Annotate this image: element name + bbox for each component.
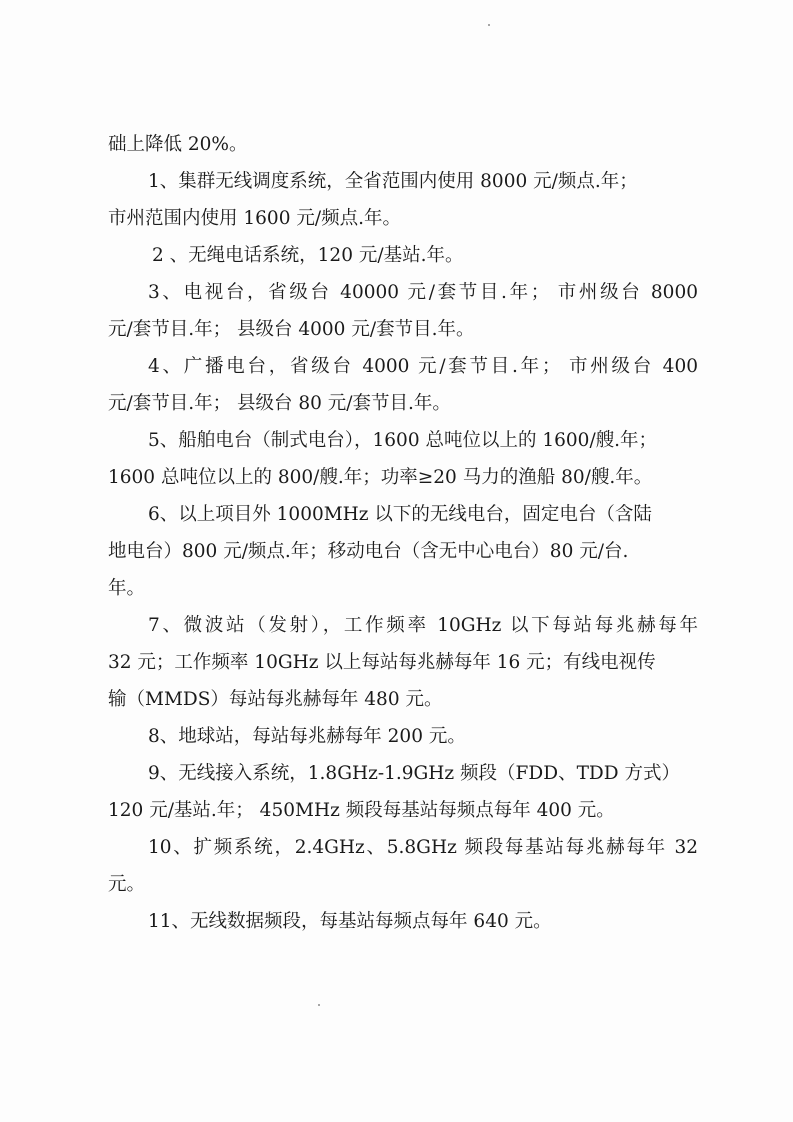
text-line: 11、无线数据频段，每基站每频点每年 640 元。: [148, 911, 552, 932]
text-line: 4、广播电台，省级台 4000 元/套节目.年； 市州级台 400: [148, 356, 698, 377]
text-line: 元。: [108, 874, 146, 895]
text-line: 元/套节目.年； 县级台 4000 元/套节目.年。: [108, 319, 475, 340]
text-line: 3、电视台，省级台 40000 元/套节目.年； 市州级台 8000: [148, 282, 698, 303]
text-line: 120 元/基站.年； 450MHz 频段每基站每频点每年 400 元。: [108, 800, 615, 821]
document-body: [108, 126, 698, 940]
scan-speck: [488, 24, 490, 26]
text-line: 1、集群无线调度系统，全省范围内使用 8000 元/频点.年；: [148, 171, 638, 192]
text-line: 10、扩频系统，2.4GHz、5.8GHz 频段每基站每兆赫每年 32: [148, 837, 698, 858]
text-line: 年。: [108, 578, 146, 599]
text-line: 32 元；工作频率 10GHz 以上每站每兆赫每年 16 元；有线电视传: [108, 652, 656, 673]
text-line: 6、以上项目外 1000MHz 以下的无线电台，固定电台（含陆: [148, 504, 652, 525]
text-line: 输（MMDS）每站每兆赫每年 480 元。: [108, 689, 443, 710]
text-line: 地电台）800 元/频点.年；移动电台（含无中心电台）80 元/台.: [108, 541, 629, 562]
text-line: 5、船舶电台（制式电台），1600 总吨位以上的 1600/艘.年；: [148, 430, 658, 451]
text-line: 7、微波站（发射），工作频率 10GHz 以下每站每兆赫每年: [148, 615, 698, 636]
text-line: 元/套节目.年； 县级台 80 元/套节目.年。: [108, 393, 451, 414]
text-line: 础上降低 20%。: [108, 134, 248, 155]
text-line: 市州范围内使用 1600 元/频点.年。: [108, 208, 401, 229]
text-line: 2 、无绳电话系统，120 元/基站.年。: [152, 245, 464, 266]
text-line: 1600 总吨位以上的 800/艘.年；功率≥20 马力的渔船 80/艘.年。: [108, 467, 653, 488]
text-line: 9、无线接入系统，1.8GHz-1.9GHz 频段（FDD、TDD 方式）: [148, 763, 680, 784]
scan-speck: [318, 1004, 320, 1006]
text-line: 8、地球站，每站每兆赫每年 200 元。: [148, 726, 466, 747]
